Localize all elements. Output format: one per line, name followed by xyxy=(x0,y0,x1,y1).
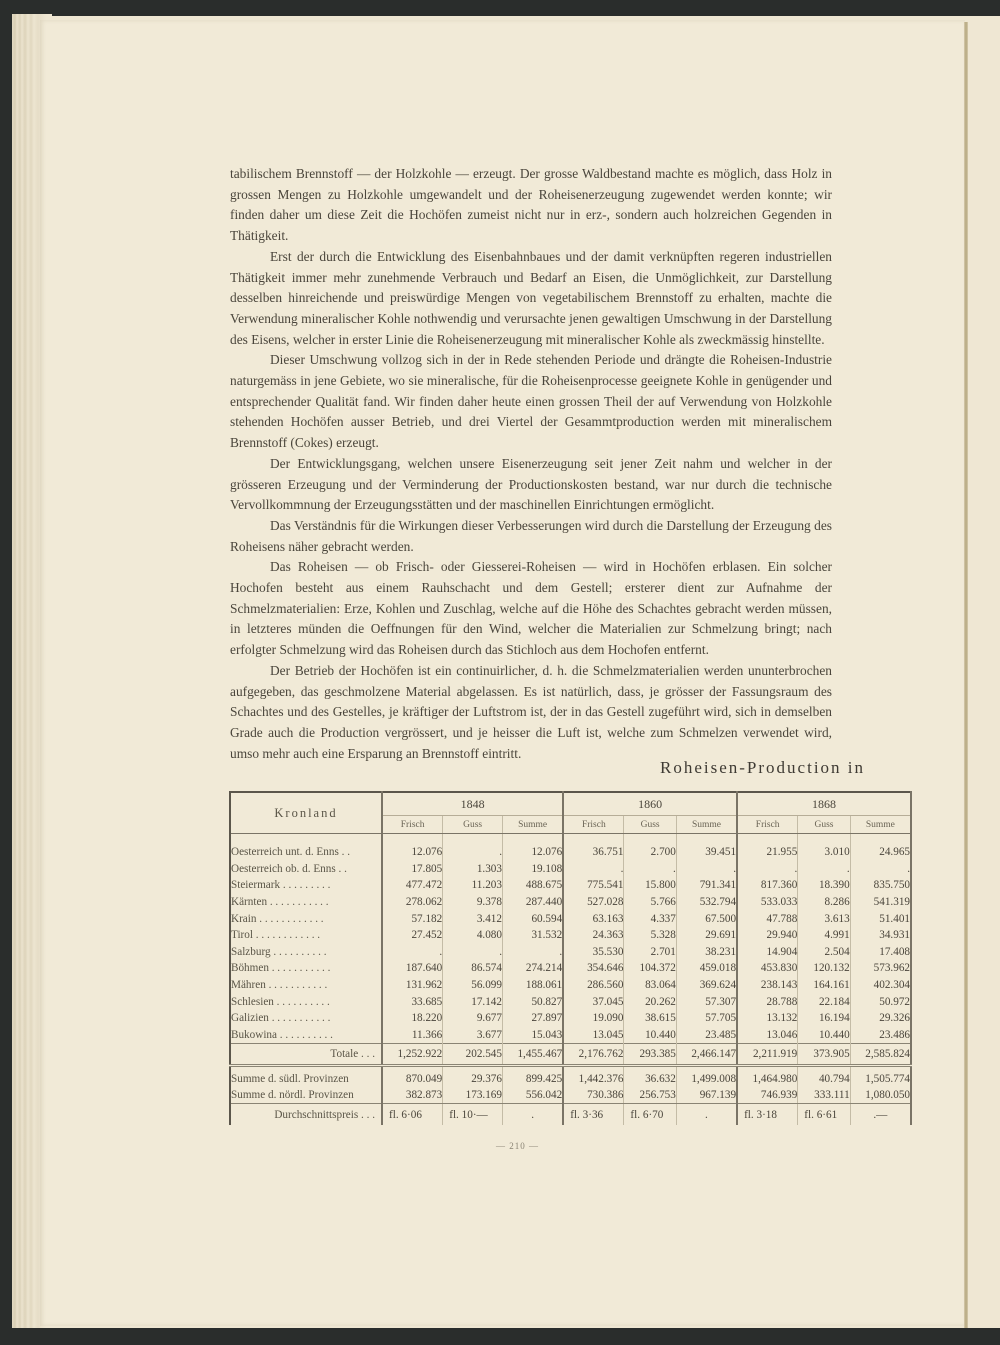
table-cell: 3.412 xyxy=(443,910,503,927)
table-cell: 278.062 xyxy=(382,894,443,911)
table-cell: 34.931 xyxy=(850,927,911,944)
table-cell: 13.045 xyxy=(563,1027,624,1044)
spacer-row xyxy=(230,834,911,845)
table-cell: . xyxy=(502,1104,563,1126)
table-cell: 2,176.762 xyxy=(563,1044,624,1066)
table-cell: 533.033 xyxy=(737,894,798,911)
table-cell: 256.753 xyxy=(624,1087,676,1104)
table-cell: 9.378 xyxy=(443,894,503,911)
table-cell: 775.541 xyxy=(563,877,624,894)
table-row xyxy=(230,910,911,927)
row-label: Salzburg . . . . . . . . . . xyxy=(230,944,382,961)
table-cell: 12.076 xyxy=(502,844,563,861)
production-table xyxy=(229,791,912,1125)
table-cell: 188.061 xyxy=(502,977,563,994)
row-label: Galizien . . . . . . . . . . . xyxy=(230,1010,382,1027)
table-cell: 27.897 xyxy=(502,1010,563,1027)
table-cell: . xyxy=(502,944,563,961)
table-cell: 1,455.467 xyxy=(502,1044,563,1066)
column-header-year: 1860 xyxy=(563,792,737,816)
table-cell: 2,466.147 xyxy=(676,1044,737,1066)
row-label: Summe d. nördl. Provinzen xyxy=(230,1087,382,1104)
table-cell: 173.169 xyxy=(443,1087,503,1104)
row-label: Schlesien . . . . . . . . . . xyxy=(230,993,382,1010)
table-cell: 17.805 xyxy=(382,861,443,878)
subheader-guss: Guss xyxy=(624,816,676,834)
total-row xyxy=(230,1044,911,1066)
table-cell: 5.766 xyxy=(624,894,676,911)
table-cell: 24.363 xyxy=(563,927,624,944)
table-cell: 333.111 xyxy=(798,1087,850,1104)
subheader-summe: Summe xyxy=(850,816,911,834)
table-cell: 746.939 xyxy=(737,1087,798,1104)
table-cell: 51.401 xyxy=(850,910,911,927)
table-cell: . xyxy=(382,944,443,961)
table-row xyxy=(230,877,911,894)
table-cell: 13.046 xyxy=(737,1027,798,1044)
table-cell: 382.873 xyxy=(382,1087,443,1104)
table-cell: 33.685 xyxy=(382,993,443,1010)
table-cell: . xyxy=(798,861,850,878)
table-row xyxy=(230,927,911,944)
table-cell: 817.360 xyxy=(737,877,798,894)
table-cell: 22.184 xyxy=(798,993,850,1010)
table-cell: 29.376 xyxy=(443,1066,503,1088)
subheader-frisch: Frisch xyxy=(737,816,798,834)
table-cell: 527.028 xyxy=(563,894,624,911)
row-label: Böhmen . . . . . . . . . . . xyxy=(230,960,382,977)
table-cell: 791.341 xyxy=(676,877,737,894)
table-cell: 60.594 xyxy=(502,910,563,927)
table-cell: 31.532 xyxy=(502,927,563,944)
column-header-year: 1848 xyxy=(382,792,563,816)
table-cell: 202.545 xyxy=(443,1044,503,1066)
table-cell: fl. 6·70 xyxy=(624,1104,676,1126)
table-cell: 47.788 xyxy=(737,910,798,927)
table-cell: 2,585.824 xyxy=(850,1044,911,1066)
table-cell: 373.905 xyxy=(798,1044,850,1066)
table-cell: 2,211.919 xyxy=(737,1044,798,1066)
table-cell: 541.319 xyxy=(850,894,911,911)
table-cell: 1,464.980 xyxy=(737,1066,798,1088)
table-cell: . xyxy=(563,861,624,878)
table-cell: 9.677 xyxy=(443,1010,503,1027)
table-cell: 164.161 xyxy=(798,977,850,994)
table-cell: 4.080 xyxy=(443,927,503,944)
table-row xyxy=(230,1010,911,1027)
table-cell: 187.640 xyxy=(382,960,443,977)
table-cell: 1,442.376 xyxy=(563,1066,624,1088)
table-cell: 899.425 xyxy=(502,1066,563,1088)
table-cell: 2.700 xyxy=(624,844,676,861)
table-cell: fl. 6·61 xyxy=(798,1104,850,1126)
table-cell: . xyxy=(676,861,737,878)
paragraph: Der Entwicklungsgang, welchen unsere Eisenerzeugung seit jener Zeit nahm und welcher in der grösseren Erzeugung und der Verminderung der Productionskosten bestand, war nur durch die technische Vervollkommnung der Erzeugungsstätten und der maschinellen Einrichtungen ermöglicht. xyxy=(230,455,832,513)
paragraph: Dieser Umschwung vollzog sich in der in Rede stehenden Periode und drängte die Roheisen-Industrie naturgemäss in jene Gebiete, wo sie mineralische, für die Roheisenprocesse geeignete Kohle in genügender und entsprechender Qualität fand. Wir finden daher heute einen grossen Theil der auf Verwendung von Holzkohle stehenden Hochöfen ausser Betrieb, und drei Viertel der Gesammtproduction werden mit mineralischem Brennstoff (Cokes) erzeugt. xyxy=(230,352,832,451)
table-cell: 11.366 xyxy=(382,1027,443,1044)
paragraph: Erst der durch die Entwicklung des Eisenbahnbaues und der damit verknüpften regeren industriellen Thätigkeit immer mehr zunehmende Verbrauch und Bedarf an Eisen, die Unmöglichkeit, zur Darstellung desselben hinreichende und preiswürdige Mengen von vegetabilischem Brennstoff zu erhalten, machte die Verwendung mineralischer Kohle nothwendig und verursachte jenen gewaltigen Umschwung in der Darstellung des Eisens, welcher in erster Linie die Roheisenerzeugung mit mineralischer Kohle als zweckmässig hinstellte. xyxy=(230,248,832,347)
table-cell: 57.307 xyxy=(676,993,737,1010)
table-cell: 286.560 xyxy=(563,977,624,994)
table-cell: 104.372 xyxy=(624,960,676,977)
table-cell: 730.386 xyxy=(563,1087,624,1104)
table-cell: 86.574 xyxy=(443,960,503,977)
table-cell: 15.800 xyxy=(624,877,676,894)
table-cell: 488.675 xyxy=(502,877,563,894)
table-cell: 57.182 xyxy=(382,910,443,927)
column-header-year: 1868 xyxy=(737,792,911,816)
subheader-frisch: Frisch xyxy=(382,816,443,834)
table-cell: 10.440 xyxy=(624,1027,676,1044)
table-cell: 27.452 xyxy=(382,927,443,944)
table-cell: 238.143 xyxy=(737,977,798,994)
table-cell: . xyxy=(443,844,503,861)
page-number: — 210 — xyxy=(496,1141,539,1151)
table-cell: 131.962 xyxy=(382,977,443,994)
table-row xyxy=(230,977,911,994)
table-cell: 29.326 xyxy=(850,1010,911,1027)
table-cell: 532.794 xyxy=(676,894,737,911)
table-cell: 57.705 xyxy=(676,1010,737,1027)
table-cell: 459.018 xyxy=(676,960,737,977)
table-cell: 1,080.050 xyxy=(850,1087,911,1104)
next-page-edge xyxy=(968,22,1000,1328)
table-cell: 21.955 xyxy=(737,844,798,861)
table-cell: 17.142 xyxy=(443,993,503,1010)
table-cell: 1,252.922 xyxy=(382,1044,443,1066)
subheader-guss: Guss xyxy=(443,816,503,834)
table-cell: 24.965 xyxy=(850,844,911,861)
table-cell: 15.043 xyxy=(502,1027,563,1044)
table-cell: 5.328 xyxy=(624,927,676,944)
paragraph: Der Betrieb der Hochöfen ist ein continuirlicher, d. h. die Schmelzmaterialien werden ununterbrochen aufgegeben, das geschmolzene Material abgelassen. Es ist natürlich, dass, je grösser der Fassungsraum des Schachtes und des Gestelles, je kräftiger der Luftstrom ist, der in das Gestell zugeführt wird, sich in demselben Grade auch die Production vergrössert, und je heisser die Luft ist, welche zum Schmelzen verwendet wird, umso mehr auch eine Ersparung an Brennstoff eintritt. xyxy=(230,662,832,761)
table-row xyxy=(230,993,911,1010)
table-cell: 14.904 xyxy=(737,944,798,961)
table-cell: 8.286 xyxy=(798,894,850,911)
table-cell: . xyxy=(850,861,911,878)
row-label: Oesterreich ob. d. Enns . . xyxy=(230,861,382,878)
table-cell: 37.045 xyxy=(563,993,624,1010)
table-cell: 36.751 xyxy=(563,844,624,861)
row-label: Mähren . . . . . . . . . . . xyxy=(230,977,382,994)
row-label: Durchschnittspreis . . . xyxy=(230,1104,382,1126)
table-cell: . xyxy=(737,861,798,878)
table-cell: 1.303 xyxy=(443,861,503,878)
table-cell: 453.830 xyxy=(737,960,798,977)
paragraph: Das Verständnis für die Wirkungen dieser Verbesserungen wird durch die Darstellung der Erzeugung des Roheisens näher gebracht werden. xyxy=(230,517,832,554)
table-cell: fl. 6·06 xyxy=(382,1104,443,1126)
table-cell: 3.010 xyxy=(798,844,850,861)
table-cell: 20.262 xyxy=(624,993,676,1010)
table-cell: 16.194 xyxy=(798,1010,850,1027)
subheader-guss: Guss xyxy=(798,816,850,834)
table-title: Roheisen-Production in xyxy=(660,758,866,777)
table-cell: 4.991 xyxy=(798,927,850,944)
table-cell: .— xyxy=(850,1104,911,1126)
table-cell: 293.385 xyxy=(624,1044,676,1066)
table-cell: 50.972 xyxy=(850,993,911,1010)
row-label: Kärnten . . . . . . . . . . . xyxy=(230,894,382,911)
row-label: Tirol . . . . . . . . . . . . xyxy=(230,927,382,944)
table-cell: fl. 3·36 xyxy=(563,1104,624,1126)
subheader-summe: Summe xyxy=(676,816,737,834)
table-cell: 2.701 xyxy=(624,944,676,961)
table-row xyxy=(230,844,911,861)
table-cell: 870.049 xyxy=(382,1066,443,1088)
row-label: Krain . . . . . . . . . . . . xyxy=(230,910,382,927)
table-cell: 19.090 xyxy=(563,1010,624,1027)
table-cell: 67.500 xyxy=(676,910,737,927)
table-cell: 3.613 xyxy=(798,910,850,927)
table-cell: 29.691 xyxy=(676,927,737,944)
table-cell: 29.940 xyxy=(737,927,798,944)
table-cell: 35.530 xyxy=(563,944,624,961)
table-cell: 38.615 xyxy=(624,1010,676,1027)
table-cell: 18.390 xyxy=(798,877,850,894)
table-cell: fl. 10·— xyxy=(443,1104,503,1126)
table-cell: 19.108 xyxy=(502,861,563,878)
column-header-kronland: Kronland xyxy=(230,792,382,834)
table-cell: fl. 3·18 xyxy=(737,1104,798,1126)
row-label: Totale . . . xyxy=(230,1044,382,1066)
table-cell: 556.042 xyxy=(502,1087,563,1104)
subheader-frisch: Frisch xyxy=(563,816,624,834)
table-cell: 11.203 xyxy=(443,877,503,894)
table-cell: 13.132 xyxy=(737,1010,798,1027)
table-cell: 40.794 xyxy=(798,1066,850,1088)
table-row xyxy=(230,960,911,977)
table-cell: 28.788 xyxy=(737,993,798,1010)
paragraph: tabilischem Brennstoff — der Holzkohle — erzeugt. Der grosse Waldbestand machte es möglich, dass Holz in grossen Mengen zu Holzkohle umgewandelt und der Roheisenerzeugung zugewendet werden konnte; wir finden daher um diese Zeit die Hochöfen zumeist nicht nur in erz-, sondern auch holzreichen Gegenden in Thätigkeit. xyxy=(230,166,832,244)
table-cell: 402.304 xyxy=(850,977,911,994)
table-cell: 120.132 xyxy=(798,960,850,977)
table-row xyxy=(230,894,911,911)
table-cell: 39.451 xyxy=(676,844,737,861)
row-label: Summe d. südl. Provinzen xyxy=(230,1066,382,1088)
table-row xyxy=(230,861,911,878)
table-cell: 274.214 xyxy=(502,960,563,977)
subheader-summe: Summe xyxy=(502,816,563,834)
table-cell: 17.408 xyxy=(850,944,911,961)
row-label: Steiermark . . . . . . . . . xyxy=(230,877,382,894)
row-label: Oesterreich unt. d. Enns . . xyxy=(230,844,382,861)
sum-north-row xyxy=(230,1087,911,1104)
table-cell: 369.624 xyxy=(676,977,737,994)
table-cell: 573.962 xyxy=(850,960,911,977)
table-cell: . xyxy=(624,861,676,878)
table-cell: . xyxy=(676,1104,737,1126)
table-cell: 10.440 xyxy=(798,1027,850,1044)
sum-south-row xyxy=(230,1066,911,1088)
row-label: Bukowina . . . . . . . . . . xyxy=(230,1027,382,1044)
table-cell: 354.646 xyxy=(563,960,624,977)
table-cell: . xyxy=(443,944,503,961)
table-cell: 12.076 xyxy=(382,844,443,861)
table-cell: 1,499.008 xyxy=(676,1066,737,1088)
table-cell: 1,505.774 xyxy=(850,1066,911,1088)
table-cell: 23.486 xyxy=(850,1027,911,1044)
average-price-row xyxy=(230,1104,911,1126)
table-cell: 83.064 xyxy=(624,977,676,994)
table-cell: 56.099 xyxy=(443,977,503,994)
table-cell: 835.750 xyxy=(850,877,911,894)
table-cell: 967.139 xyxy=(676,1087,737,1104)
table-cell: 63.163 xyxy=(563,910,624,927)
table-cell: 477.472 xyxy=(382,877,443,894)
paragraph: Das Roheisen — ob Frisch- oder Giesserei-Roheisen — wird in Hochöfen erblasen. Ein solcher Hochofen besteht aus einem Rauhschacht und dem Gestell; ersterer dient zur Aufnahme der Schmelzmaterialien: Erze, Kohlen und Zuschlag, welche auf die Höhe des Schachtes gebracht werden müssen, in letzteres münden die Oeffnungen für den Wind, welcher die Materialien zur Schmelzung bringt; nach erfolgter Schmelzung wird das Roheisen durch das Stichloch aus dem Hochofen entfernt. xyxy=(230,559,832,658)
table-cell: 3.677 xyxy=(443,1027,503,1044)
table-cell: 2.504 xyxy=(798,944,850,961)
table-cell: 38.231 xyxy=(676,944,737,961)
body-text xyxy=(230,164,832,764)
table-cell: 18.220 xyxy=(382,1010,443,1027)
table-cell: 50.827 xyxy=(502,993,563,1010)
table-row xyxy=(230,944,911,961)
table-cell: 36.632 xyxy=(624,1066,676,1088)
table-cell: 4.337 xyxy=(624,910,676,927)
table-cell: 23.485 xyxy=(676,1027,737,1044)
table-row xyxy=(230,1027,911,1044)
table-cell: 287.440 xyxy=(502,894,563,911)
